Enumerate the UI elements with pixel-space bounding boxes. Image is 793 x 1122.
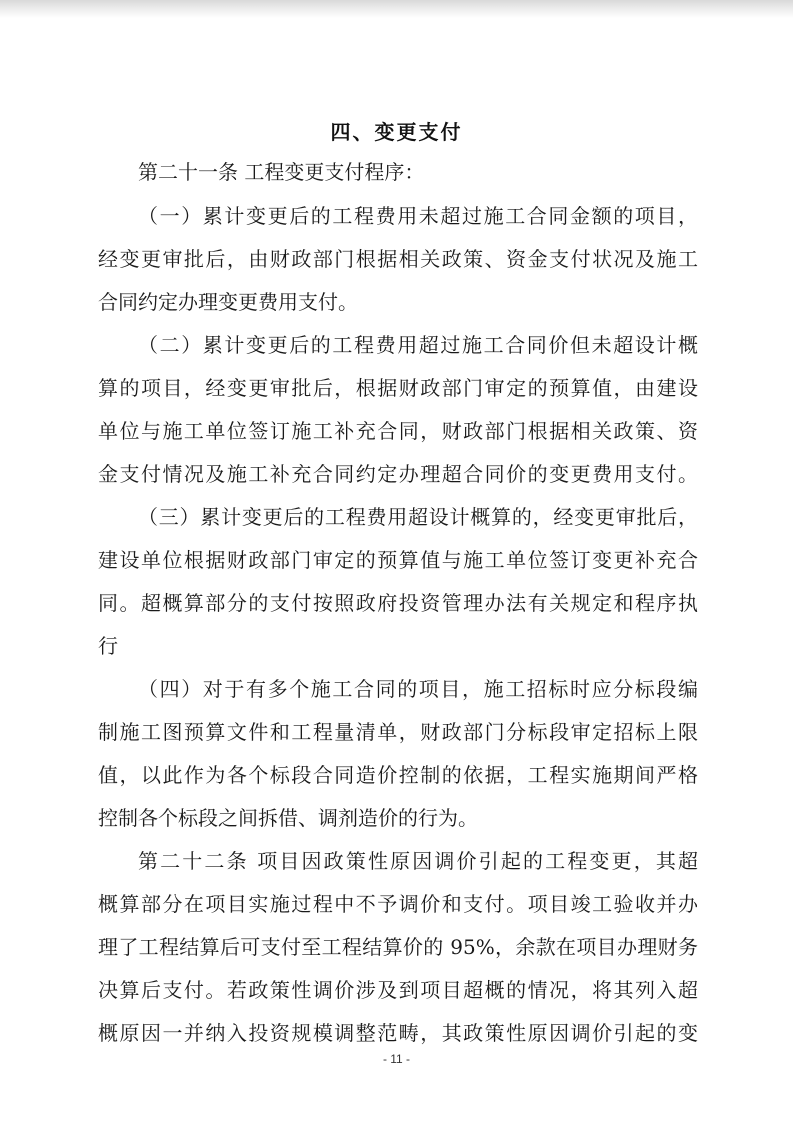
article-21-item4-line4: 控制各个标段之间拆借、调剂造价的行为。 [98, 806, 478, 830]
article-21-item2-line3: 单位与施工单位签订施工补充合同，财政部门根据相关政策、资 [98, 419, 698, 443]
article-22-line2: 概算部分在项目实施过程中不予调价和支付。项目竣工验收并办 [98, 892, 698, 916]
article-21-item2-line1: （二）累计变更后的工程费用超过施工合同价但未超设计概 [138, 333, 698, 357]
article-21-item1-line1: （一）累计变更后的工程费用未超过施工合同金额的项目， [138, 204, 698, 228]
scan-top-shadow [0, 0, 793, 18]
article-21-item2-line2: 算的项目，经变更审批后，根据财政部门审定的预算值，由建设 [98, 376, 698, 400]
article-21-title: 第二十一条 工程变更支付程序： [138, 160, 425, 184]
article-21-item1-line3: 合同约定办理变更费用支付。 [98, 290, 358, 314]
article-21-item3-line1: （三）累计变更后的工程费用超设计概算的，经变更审批后， [138, 505, 698, 529]
article-22-line4: 决算后支付。若政策性调价涉及到项目超概的情况，将其列入超 [98, 978, 698, 1002]
article-21-item4-line3: 值，以此作为各个标段合同造价控制的依据，工程实施期间严格 [98, 763, 698, 787]
section-heading: 四、变更支付 [330, 120, 463, 144]
article-21-item1-line2: 经变更审批后，由财政部门根据相关政策、资金支付状况及施工 [98, 247, 698, 271]
article-21-item3-line2: 建设单位根据财政部门审定的预算值与施工单位签订变更补充合 [98, 548, 698, 572]
article-22-line5: 概原因一并纳入投资规模调整范畴，其政策性原因调价引起的变 [98, 1021, 698, 1045]
article-21-item3-line4: 行 [98, 634, 118, 658]
article-21-item4-line2: 制施工图预算文件和工程量清单，财政部门分标段审定招标上限 [98, 720, 698, 744]
page-number: - 11 - [382, 1052, 411, 1066]
article-22-line1: 第二十二条 项目因政策性原因调价引起的工程变更，其超 [138, 849, 698, 873]
article-22-line3: 理了工程结算后可支付至工程结算价的 95%，余款在项目办理财务 [98, 935, 698, 959]
article-21-item3-line3: 同。超概算部分的支付按照政府投资管理办法有关规定和程序执 [98, 591, 698, 615]
article-21-item4-line1: （四）对于有多个施工合同的项目，施工招标时应分标段编 [138, 677, 698, 701]
article-21-item2-line4: 金支付情况及施工补充合同约定办理超合同价的变更费用支付。 [98, 462, 698, 486]
